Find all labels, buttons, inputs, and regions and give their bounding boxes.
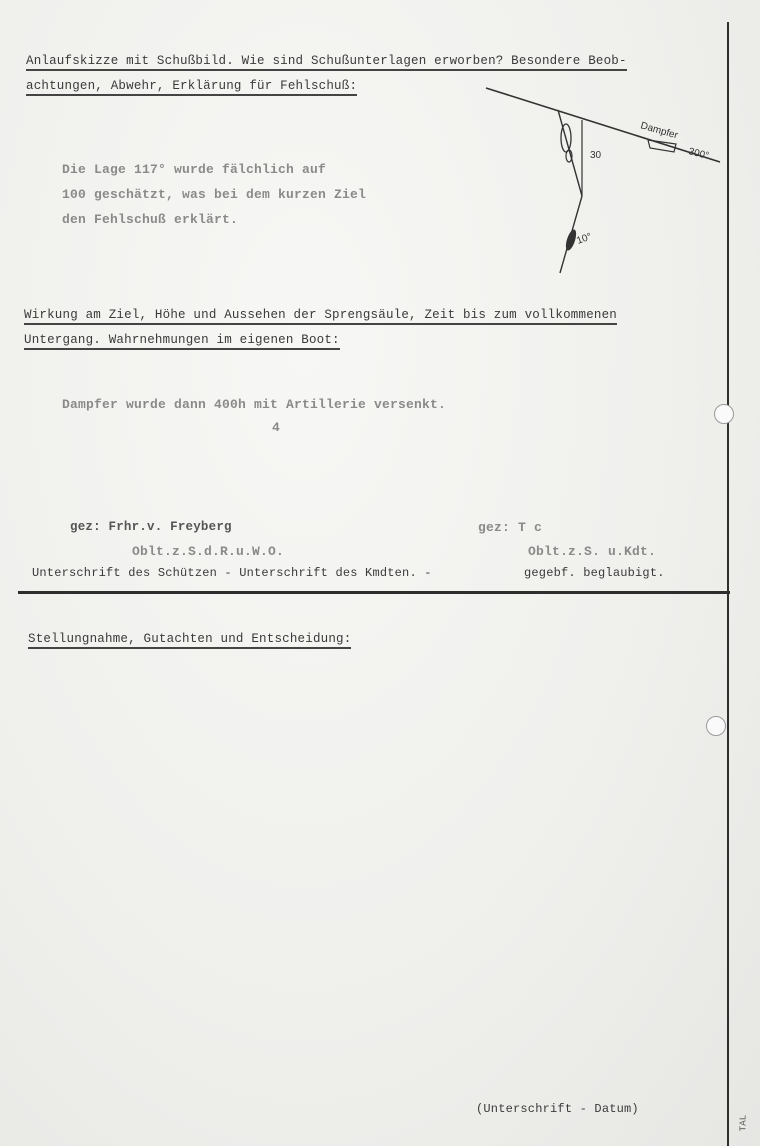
- section1-body-line: Die Lage 117° wurde fälchlich auf: [62, 162, 327, 177]
- signature-caption-left: Unterschrift des Schützen - Unterschrift des Kmdten. -: [32, 566, 432, 580]
- commander-rank: Oblt.z.S. u.Kdt.: [528, 544, 657, 559]
- sketch-label-30: 30: [590, 150, 602, 161]
- torpedo-track-line: [558, 110, 582, 196]
- attack-sketch: [470, 78, 730, 283]
- section2-heading-line1: Wirkung am Ziel, Höhe und Aussehen der Sprengsäule, Zeit bis zum vollkommenen: [24, 308, 617, 325]
- right-margin-line: [727, 22, 729, 1146]
- section1-heading-line1: Anlaufskizze mit Schußbild. Wie sind Schußunterlagen erworben? Besondere Beob-: [26, 54, 627, 71]
- signature-caption-right: gegebf. beglaubigt.: [524, 566, 665, 580]
- target-course-line: [486, 88, 720, 162]
- corner-mark: TAL: [738, 1114, 749, 1132]
- section1-body-line: den Fehlschuß erklärt.: [62, 212, 239, 227]
- section2-heading-line2: Untergang. Wahrnehmungen im eigenen Boot:: [24, 333, 340, 350]
- section3-heading: Stellungnahme, Gutachten und Entscheidung:: [28, 632, 351, 649]
- section2-margin-mark: 4: [272, 420, 281, 435]
- sketch-label-300: 300°: [687, 146, 711, 162]
- footer-signature-label: (Unterschrift - Datum): [476, 1102, 639, 1116]
- punch-hole: [714, 404, 734, 424]
- commander-signature: gez: T c: [478, 520, 543, 535]
- section1-heading-line2: achtungen, Abwehr, Erklärung für Fehlschuß:: [26, 79, 357, 96]
- sketch-label-ship: Dampfer: [639, 120, 680, 142]
- section-divider: [18, 591, 730, 594]
- punch-hole: [706, 716, 726, 736]
- shooter-signature: gez: Frhr.v. Freyberg: [70, 520, 232, 534]
- section2-body: Dampfer wurde dann 400h mit Artillerie versenkt.: [62, 397, 447, 412]
- sketch-label-10: 10°: [575, 231, 594, 247]
- shooter-rank: Oblt.z.S.d.R.u.W.O.: [132, 544, 285, 559]
- section1-body-line: 100 geschätzt, was bei dem kurzen Ziel: [62, 187, 367, 202]
